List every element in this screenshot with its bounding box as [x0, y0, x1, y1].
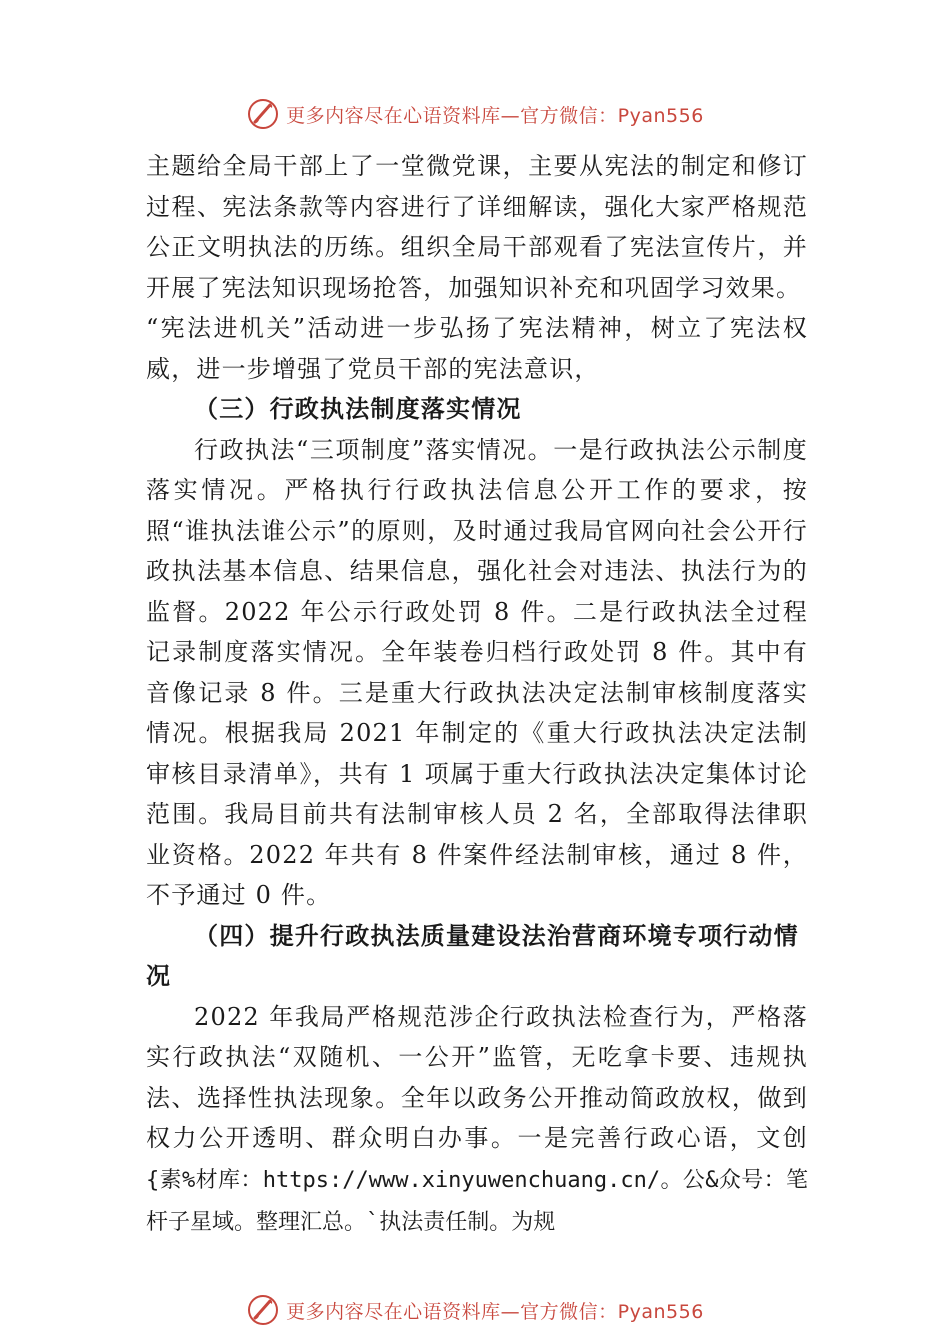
paragraph-4-tail: {素%材库：https://www.xinyuwenchuang.cn/。公&众号：笔杆子星域。整理汇总。`执法责任制。为规	[146, 1167, 808, 1235]
watermark-text-cn: 更多内容尽在心语资料库—官方微信：	[286, 1300, 618, 1323]
document-body	[146, 146, 808, 1244]
paragraph-2: “宪法进机关”活动进一步弘扬了宪法精神，树立了宪法权威，进一步增强了党员干部的宪法意识，	[146, 314, 808, 383]
watermark-text-cn: 更多内容尽在心语资料库—官方微信：	[286, 104, 618, 127]
section-heading-3: （三）行政执法制度落实情况	[194, 394, 522, 423]
paragraph-4-main: 2022 年我局严格规范涉企行政执法检查行为，严格落实行政执法“双随机、一公开”监管，无吃拿卡要、违规执法、选择性执法现象。全年以政务公开推动简政放权，做到权力公开透明、群众明白办事。一是完善行政心语，文创	[146, 1002, 808, 1152]
watermark-text-id: Pyan556	[617, 104, 704, 127]
footer-watermark	[0, 1290, 950, 1330]
header-watermark	[0, 94, 950, 134]
watermark-text	[286, 1297, 704, 1324]
watermark-text	[286, 101, 704, 128]
section-heading-4: （四）提升行政执法质量建设法治营商环境专项行动情况	[146, 920, 799, 990]
watermark-text-id: Pyan556	[617, 1300, 704, 1323]
paragraph-3: 行政执法“三项制度”落实情况。一是行政执法公示制度落实情况。严格执行行政执法信息公开工作的要求，按照“谁执法谁公示”的原则，及时通过我局官网向社会公开行政执法基本信息、结果信息，强化社会对违法、执法行为的监督。2022 年公示行政处罚 8 件。二是行政执法全过程记录制度落实情况。全年装卷归档行政处罚 8 件。其中有音像记录 8 件。三是重大行政执法决定法制审核制度落实情况。根据我局 2021 年制定的《重大行政执法决定法制审核目录清单》，共有 1 项属于重大行政执法决定集体讨论范围。我局目前共有法制审核人员 2 名，全部取得法律职业资格。2022 年共有 8 件案件经法制审核，通过 8 件，不予通过 0 件。	[146, 435, 808, 909]
brush-logo-icon	[246, 97, 280, 131]
paragraph-4	[146, 997, 808, 1244]
brush-logo-icon	[246, 1293, 280, 1327]
paragraph-1: 主题给全局干部上了一堂微党课，主要从宪法的制定和修订过程、宪法条款等内容进行了详细解读，强化大家严格规范公正文明执法的历练。组织全局干部观看了宪法宣传片，并开展了宪法知识现场抢答，加强知识补充和巩固学习效果。	[146, 152, 808, 302]
